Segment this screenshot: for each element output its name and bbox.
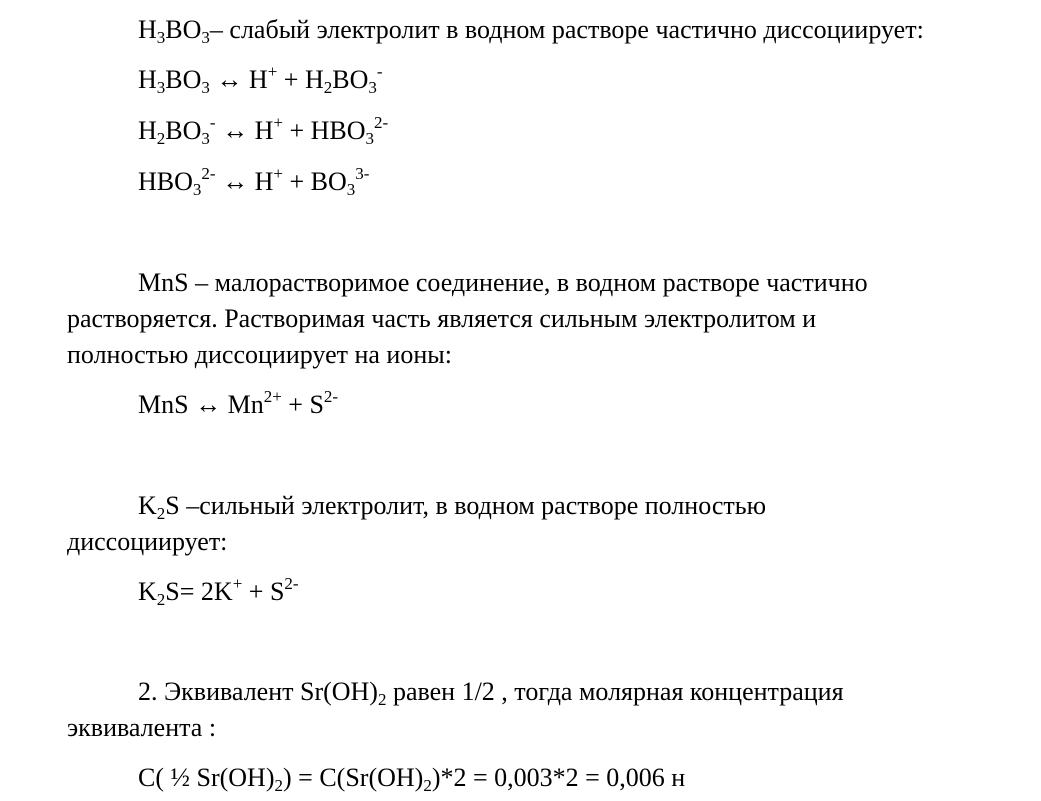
text-run: ↔ H (209, 65, 268, 94)
subscript: 3 (156, 28, 166, 47)
text-run: + H (277, 65, 324, 94)
text-run: ↔ H (215, 116, 274, 145)
text-line (67, 715, 216, 741)
text-run: )*2 = 0,003*2 = 0,006 н (431, 763, 686, 792)
text-line (138, 270, 868, 296)
subscript: 2 (323, 78, 333, 97)
subscript: 2 (156, 504, 166, 523)
text-run: S= 2K (165, 577, 233, 606)
text-run: – слабый электролит в водном растворе частично диссоциирует: (209, 15, 924, 44)
text-line (67, 306, 816, 332)
subscript: 2 (274, 776, 283, 795)
subscript: 3 (346, 180, 356, 199)
subscript: 3 (365, 129, 375, 148)
text-run: равен 1/2 , тогда молярная концентрация (386, 677, 844, 706)
text-run: ) = C(Sr(OH) (283, 763, 424, 792)
text-run: + BO (282, 167, 347, 196)
text-run: BO (332, 65, 369, 94)
text-run: BO (165, 116, 202, 145)
equation-line (138, 763, 686, 795)
text-line (138, 491, 767, 523)
equation-line (138, 62, 383, 97)
text-line (67, 342, 452, 368)
superscript: 2+ (263, 387, 282, 406)
subscript: 2 (156, 590, 166, 609)
superscript: 2- (374, 113, 389, 132)
subscript: 2 (156, 129, 166, 148)
text-run: MnS – малорастворимое соединение, в водном растворе частично (138, 268, 868, 297)
text-run: ↔ H (215, 167, 274, 196)
subscript: 3 (201, 129, 210, 148)
superscript: 2- (284, 574, 299, 593)
equation-line (138, 574, 299, 609)
text-run: диссоциирует: (67, 527, 228, 556)
text-run: MnS ↔ Mn (138, 390, 264, 419)
text-run: K (138, 491, 157, 520)
superscript: 2- (201, 164, 216, 183)
superscript: 3- (355, 164, 370, 183)
text-run: полностью диссоциирует на ионы: (67, 340, 452, 369)
text-run: + HBO (282, 116, 366, 145)
superscript: + (273, 113, 283, 132)
text-run: + S (242, 577, 285, 606)
text-run: HBO (138, 167, 193, 196)
superscript: + (232, 574, 243, 593)
text-run: S –сильный электролит, в водном растворе полностью (165, 491, 767, 520)
equation-line (138, 113, 389, 148)
text-line (138, 677, 844, 709)
text-run: эквивалента : (67, 713, 217, 742)
equation-line (138, 164, 370, 199)
subscript: 3 (156, 78, 166, 97)
superscript: - (209, 113, 216, 132)
text-run: BO (165, 15, 202, 44)
subscript: 2 (377, 690, 387, 709)
equation-line (138, 387, 339, 419)
text-run: + S (281, 390, 324, 419)
text-run: растворяется. Растворимая часть является сильным электролитом и (67, 304, 817, 333)
subscript: 2 (423, 776, 432, 795)
subscript: 3 (201, 78, 210, 97)
text-run: C( ½ Sr(OH) (138, 763, 275, 792)
text-run: H (138, 65, 157, 94)
superscript: + (267, 62, 278, 81)
subscript: 3 (201, 28, 210, 47)
text-run: H (138, 116, 157, 145)
text-line (138, 15, 924, 47)
text-line (67, 529, 227, 555)
text-run: K (138, 577, 157, 606)
text-run: BO (165, 65, 202, 94)
subscript: 3 (192, 180, 202, 199)
superscript: 2- (323, 387, 339, 406)
superscript: - (376, 62, 383, 81)
text-run: 2. Эквивалент Sr(OH) (138, 677, 378, 706)
text-run: H (138, 15, 157, 44)
superscript: + (273, 164, 283, 183)
subscript: 3 (368, 78, 377, 97)
